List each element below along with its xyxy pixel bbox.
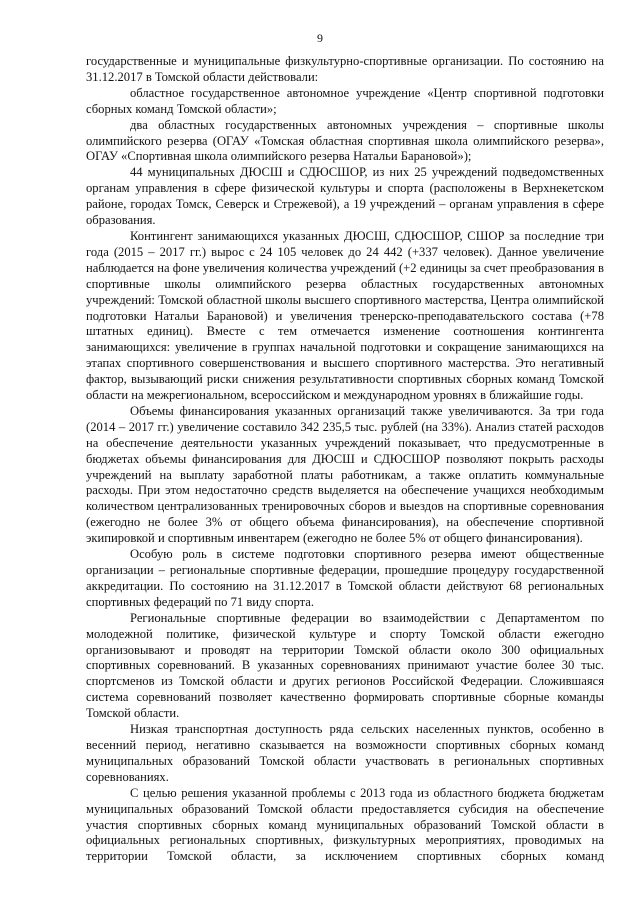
body-text <box>86 54 604 865</box>
paragraph-financing: Объемы финансирования указанных организаций также увеличиваются. За три года (2014 – 2017 гг.) увеличение составило 342 235,5 тыс. рублей (на 33%). Анализ статей расходов на обеспечение деятельности указанных учреждений показывает, что предусмотренные в бюджетах объемы финансирования для ДЮСШ и СДЮСШОР позволяют покрыть расходы учреждений на выплату заработной платы работникам, а также оплатить коммунальные расходы. При этом недостаточно средств выделяется на обеспечение учащихся необходимым количеством централизованных тренировочных сборов и выездов на спортивные соревнования (ежегодно не более 3% от общего объема финансирования), на обеспечение спортивной экипировкой и спортивным инвентарем (ежегодно не более 5% от общего финансирования). <box>86 403 604 546</box>
paragraph-intro: государственные и муниципальные физкультурно-спортивные организации. По состоянию на 31.12.2017 в Томской области действовали: <box>86 54 604 84</box>
paragraph-olympic-reserve-schools: два областных государственных автономных учреждения – спортивные школы олимпийского резерва (ОГАУ «Томская областная спортивная школа олимпийского резерва», ОГАУ «Спортивная школа олимпийского резерва Натальи Барановой»); <box>86 117 604 164</box>
paragraph-municipal-schools: 44 муниципальных ДЮСШ и СДЮСШОР, из них 25 учреждений подведомственных органам управления в сфере физической культуры и спорта (расположены в Верхнекетском районе, городах Томск, Северск и Стрежевой), а 19 учреждений – органам управления в сфере образования. <box>86 165 604 228</box>
paragraph-regional-federations: Региональные спортивные федерации во взаимодействии с Департаментом по молодежной политике, физической культуре и спорту Томской области ежегодно организовывают и проводят на территории Томской области около 300 официальных спортивных соревнований. В указанных соревнованиях принимают участие более 30 тыс. спортсменов из Томской области и других регионов Российской Федерации. Сложившаяся система соревнований позволяет качественно формировать спортивные сборные команды Томской области. <box>86 610 604 721</box>
paragraph-transport-accessibility: Низкая транспортная доступность ряда сельских населенных пунктов, особенно в весенний период, негативно сказывается на возможности спортивных сборных команд муниципальных образований Томской области участвовать в региональных спортивных соревнованиях. <box>86 722 604 784</box>
page-number: 9 <box>317 31 323 45</box>
paragraph-public-organizations: Особую роль в системе подготовки спортивного резерва имеют общественные организации – региональные спортивные федерации, прошедшие процедуру государственной аккредитации. По состоянию на 31.12.2017 в Томской области действуют 68 региональных спортивных федераций по 71 виду спорта. <box>86 547 604 609</box>
paragraph-subsidy: С целью решения указанной проблемы с 2013 года из областного бюджета бюджетам муниципальных образований Томской области предоставляется субсидия на обеспечение участия спортивных сборных команд муниципальных образований Томской области в официальных региональных спортивных, физкультурных мероприятиях, проводимых на территории Томской области, за исключением спортивных сборных команд <box>86 785 604 864</box>
paragraph-contingent: Контингент занимающихся указанных ДЮСШ, СДЮСШОР, СШОР за последние три года (2015 – 2017 гг.) вырос с 24 105 человек до 24 442 (+337 человек). Данное увеличение наблюдается на фоне увеличения количества учреждений (+2 единицы за счет преобразования в спортивные школы олимпийского резерва областных государственных автономных учреждений: Томской областной школы высшего спортивного мастерства, Центра олимпийской подготовки Натальи Барановой) и увеличения тренерско-преподавательского состава (+78 штатных единиц). Вместе с тем отмечается изменение соотношения контингента занимающихся: увеличение в группах начальной подготовки и сокращение занимающихся на этапах спортивного совершенствования и высшего спортивного мастерства. Это негативный фактор, вызывающий риски снижения результативности спортивных сборных команд Томской области на межрегиональном, всероссийском и международном уровнях в ближайшие годы. <box>86 228 604 403</box>
paragraph-center-sport-training: областное государственное автономное учреждение «Центр спортивной подготовки сборных команд Томской области»; <box>86 85 604 116</box>
